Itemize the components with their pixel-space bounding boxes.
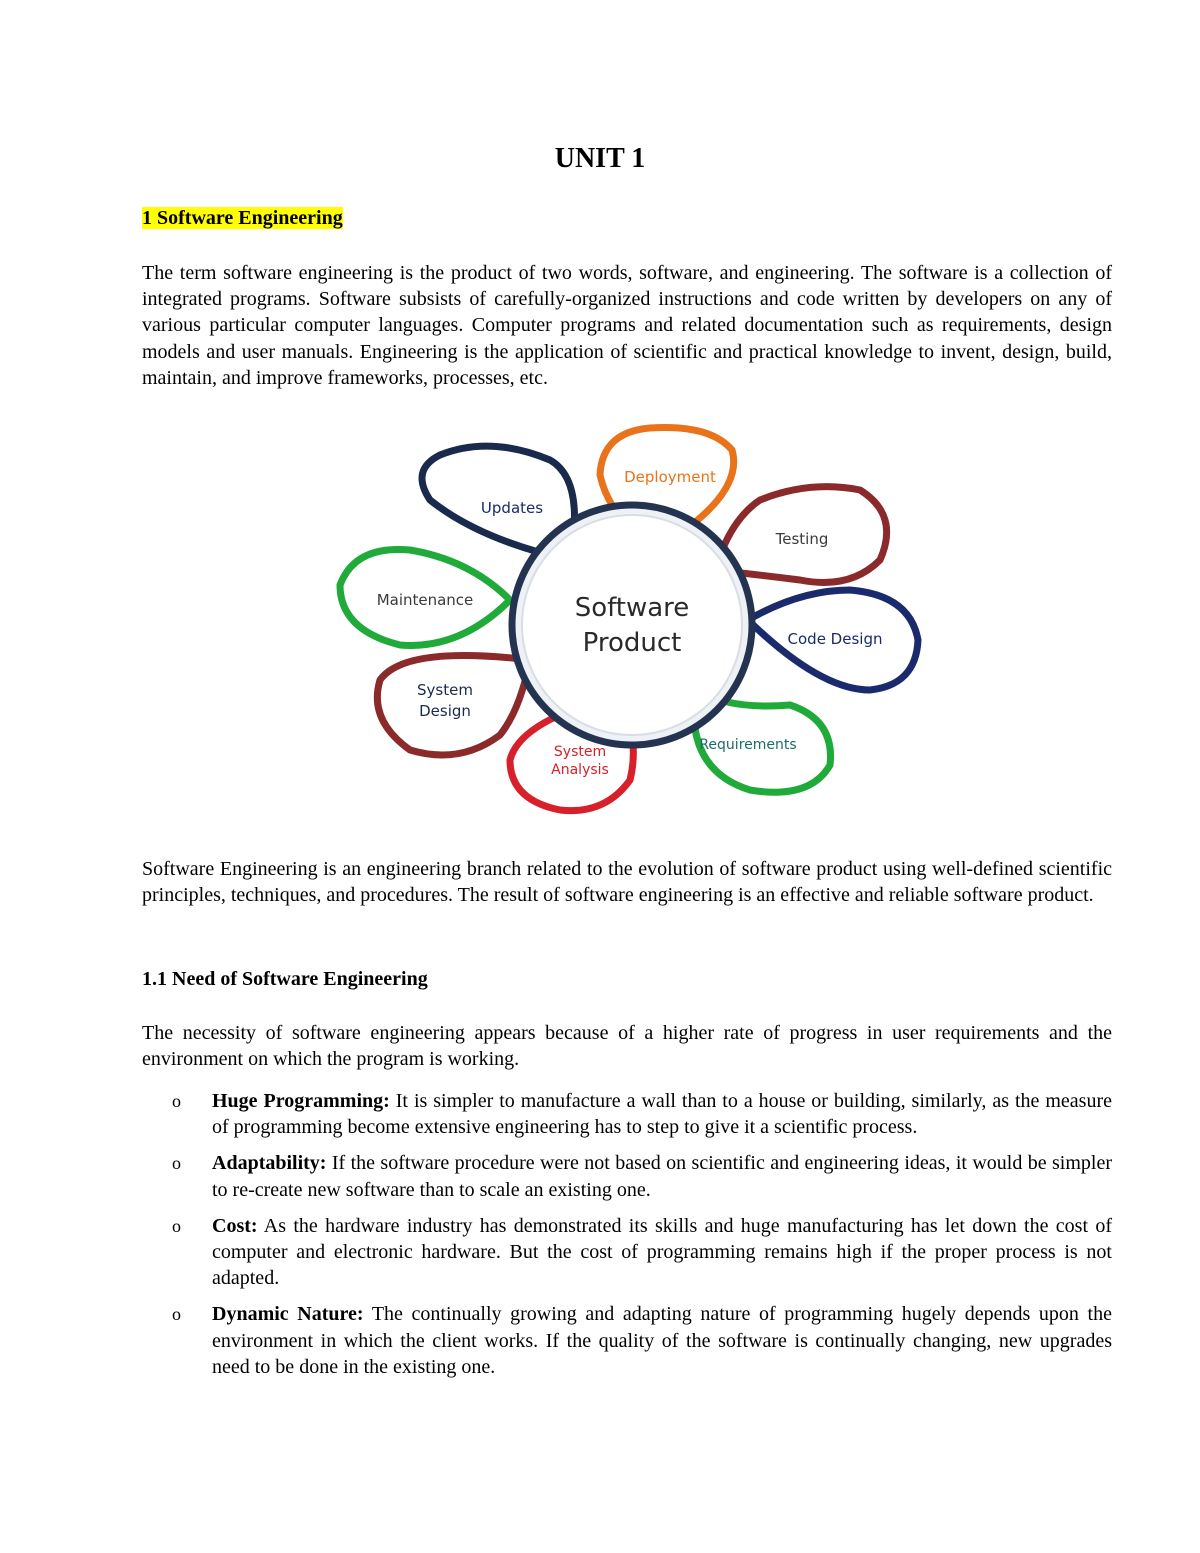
list-item [142,1213,1112,1292]
list-item-term: Adaptability: [212,1152,327,1175]
list-item-term: Cost: [212,1214,258,1237]
definition-paragraph: Software Engineering is an engineering branch related to the evolution of software product using well-defined scientific principles, techniques, and procedures. The result of software engineering is an effective and reliable software product. [142,858,1112,907]
petal-label-maintenance: Maintenance [376,591,474,609]
bullet-mark: o [172,1304,181,1325]
bullet-mark: o [172,1215,181,1236]
highlighted-heading-text: 1 Software Engineering [142,207,343,229]
center-circle [512,505,752,745]
petal-label-deployment: Deployment [624,468,716,486]
need-bullet-list [142,1088,1112,1390]
petal-label-testing: Testing [775,530,829,548]
petal-label-updates: Updates [480,499,544,517]
center-label-line2: Product [582,628,682,658]
petal-label-system-analysis-line2: Analysis [551,762,609,778]
bullet-mark: o [172,1153,181,1174]
list-item-term: Dynamic Nature: [212,1303,364,1326]
bullet-mark: o [172,1091,181,1111]
petal-system-design [377,656,530,756]
list-item-text: It is simpler to manufacture a wall than to a house or building, similarly, as the measure of programming become extensive engineering has to step to give it a scientific process. [212,1090,1112,1139]
list-item [142,1301,1112,1380]
intro-paragraph: The term software engineering is the product of two words, software, and engineering. The software is a collection of integrated programs. Software subsists of carefully-organized instructions and code written by developers on any of various particular computer languages. Computer programs and related documentation such as requirements, design models and user manuals. Engineering is the application of scientific and practical knowledge to invent, design, build, maintain, and improve frameworks, processes, etc. [142,262,1112,389]
unit-title: UNIT 1 [554,143,646,174]
software-product-diagram [330,420,930,840]
petal-label-requirements: Requirements [699,737,797,753]
petal-label-code-design: Code Design [787,630,883,648]
list-item-text: The continually growing and adapting nature of programming hugely depends upon the environment in which the client works. If the quality of the software is continually changing, new upgrades need to be done in the existing one. [212,1303,1112,1378]
petal-code-design [748,590,918,690]
petal-label-system-design-line2: Design [419,702,471,720]
list-item [142,1088,1112,1140]
need-paragraph: The necessity of software engineering appears because of a higher rate of progress in user requirements and the environment on which the program is working. [142,1022,1112,1071]
list-item-text: If the software procedure were not based on scientific and engineering ideas, it would be simpler to re-create new software than to scale an existing one. [212,1152,1112,1201]
petal-label-system-design-line1: System [417,681,473,699]
petal-maintenance [340,549,510,645]
list-item [142,1150,1112,1202]
section-heading-software-engineering [142,207,343,230]
list-item-term: Huge Programming: [212,1090,390,1112]
list-item-text: As the hardware industry has demonstrated its skills and huge manufacturing has let down the cost of computer and electronic hardware. But the cost of programming remains high if the proper process is not adapted. [212,1214,1112,1290]
petal-label-system-analysis-line1: System [553,744,607,760]
section-heading-need: 1.1 Need of Software Engineering [142,968,428,990]
center-label-line1: Software [574,593,690,623]
